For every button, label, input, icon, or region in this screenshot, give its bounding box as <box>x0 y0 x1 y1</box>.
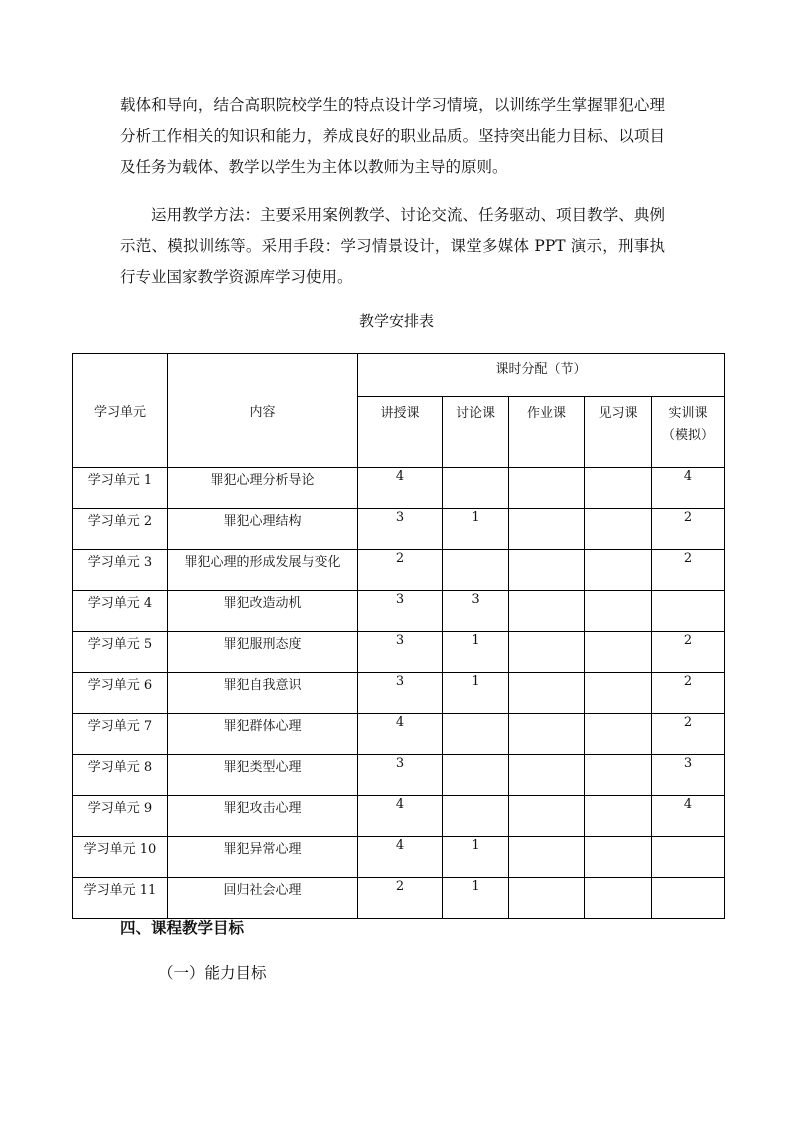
cell-content: 罪犯类型心理 <box>168 755 358 796</box>
cell-practical <box>652 837 725 878</box>
cell-observation <box>585 837 652 878</box>
subsection-title: （一）能力目标 <box>158 964 267 982</box>
cell-homework <box>509 878 585 919</box>
header-discussion: 讨论课 <box>443 397 509 468</box>
header-homework: 作业课 <box>509 397 585 468</box>
header-unit: 学习单元 <box>73 354 168 468</box>
cell-homework <box>509 591 585 632</box>
table-row <box>73 714 725 755</box>
header-practical-line1: 实训课 <box>668 406 708 421</box>
table-row <box>73 591 725 632</box>
cell-content: 罪犯心理的形成发展与变化 <box>168 550 358 591</box>
cell-unit: 学习单元 5 <box>73 632 168 673</box>
cell-homework <box>509 714 585 755</box>
cell-observation <box>585 673 652 714</box>
cell-homework <box>509 632 585 673</box>
cell-practical: 2 <box>652 673 725 714</box>
cell-observation <box>585 550 652 591</box>
cell-observation <box>585 591 652 632</box>
cell-content: 罪犯服刑态度 <box>168 632 358 673</box>
header-hours-allocation: 课时分配（节） <box>358 354 725 397</box>
section-title: 四、课程教学目标 <box>120 918 245 937</box>
cell-discussion: 1 <box>443 509 509 550</box>
cell-discussion <box>443 714 509 755</box>
cell-homework <box>509 550 585 591</box>
cell-lecture: 3 <box>358 632 443 673</box>
cell-discussion: 3 <box>443 591 509 632</box>
cell-unit: 学习单元 11 <box>73 878 168 919</box>
cell-lecture: 3 <box>358 509 443 550</box>
cell-discussion <box>443 796 509 837</box>
cell-practical: 4 <box>652 796 725 837</box>
cell-homework <box>509 468 585 509</box>
cell-discussion: 1 <box>443 632 509 673</box>
cell-content: 罪犯心理分析导论 <box>168 468 358 509</box>
cell-content: 罪犯心理结构 <box>168 509 358 550</box>
cell-lecture: 2 <box>358 550 443 591</box>
cell-unit: 学习单元 9 <box>73 796 168 837</box>
cell-unit: 学习单元 3 <box>73 550 168 591</box>
cell-homework <box>509 837 585 878</box>
cell-discussion: 1 <box>443 673 509 714</box>
table-row <box>73 632 725 673</box>
cell-discussion: 1 <box>443 878 509 919</box>
header-observation: 见习课 <box>585 397 652 468</box>
cell-lecture: 4 <box>358 714 443 755</box>
cell-unit: 学习单元 6 <box>73 673 168 714</box>
cell-lecture: 3 <box>358 755 443 796</box>
cell-content: 罪犯改造动机 <box>168 591 358 632</box>
cell-lecture: 4 <box>358 468 443 509</box>
cell-lecture: 3 <box>358 673 443 714</box>
header-content: 内容 <box>168 354 358 468</box>
intro-paragraph: 载体和导向，结合高职院校学生的特点设计学习情境，以训练学生掌握罪犯心理分析工作相关的知识和能力，养成良好的职业品质。坚持突出能力目标、以项目及任务为载体、教学以学生为主体以教师为主导的原则。 <box>120 96 665 176</box>
cell-unit: 学习单元 2 <box>73 509 168 550</box>
cell-practical <box>652 878 725 919</box>
cell-content: 罪犯自我意识 <box>168 673 358 714</box>
schedule-table <box>72 353 725 919</box>
cell-content: 罪犯群体心理 <box>168 714 358 755</box>
cell-unit: 学习单元 1 <box>73 468 168 509</box>
table-row <box>73 837 725 878</box>
table-row <box>73 755 725 796</box>
header-lecture: 讲授课 <box>358 397 443 468</box>
cell-homework <box>509 755 585 796</box>
cell-discussion <box>443 755 509 796</box>
cell-observation <box>585 755 652 796</box>
cell-lecture: 4 <box>358 837 443 878</box>
table-row <box>73 550 725 591</box>
cell-practical: 2 <box>652 632 725 673</box>
schedule-table-body <box>73 468 725 919</box>
cell-practical: 2 <box>652 550 725 591</box>
cell-lecture: 2 <box>358 878 443 919</box>
cell-content: 罪犯异常心理 <box>168 837 358 878</box>
cell-homework <box>509 673 585 714</box>
table-row <box>73 796 725 837</box>
cell-observation <box>585 468 652 509</box>
cell-observation <box>585 714 652 755</box>
header-practical-line2: （模拟） <box>662 428 715 443</box>
table-caption: 教学安排表 <box>358 312 434 330</box>
cell-unit: 学习单元 10 <box>73 837 168 878</box>
cell-lecture: 4 <box>358 796 443 837</box>
cell-homework <box>509 796 585 837</box>
table-row <box>73 509 725 550</box>
cell-practical: 2 <box>652 509 725 550</box>
cell-content: 罪犯攻击心理 <box>168 796 358 837</box>
cell-observation <box>585 632 652 673</box>
cell-observation <box>585 796 652 837</box>
cell-practical: 4 <box>652 468 725 509</box>
cell-unit: 学习单元 4 <box>73 591 168 632</box>
cell-observation <box>585 878 652 919</box>
cell-discussion <box>443 468 509 509</box>
cell-content: 回归社会心理 <box>168 878 358 919</box>
cell-lecture: 3 <box>358 591 443 632</box>
table-row <box>73 878 725 919</box>
header-practical <box>652 397 725 468</box>
cell-practical <box>652 591 725 632</box>
cell-practical: 2 <box>652 714 725 755</box>
cell-homework <box>509 509 585 550</box>
cell-discussion <box>443 550 509 591</box>
cell-unit: 学习单元 8 <box>73 755 168 796</box>
method-paragraph: 运用教学方法：主要采用案例教学、讨论交流、任务驱动、项目教学、典例示范、模拟训练等。采用手段：学习情景设计，课堂多媒体 PPT 演示，刑事执行专业国家教学资源库学习使用。 <box>120 206 665 286</box>
cell-observation <box>585 509 652 550</box>
cell-practical: 3 <box>652 755 725 796</box>
table-row <box>73 468 725 509</box>
cell-discussion: 1 <box>443 837 509 878</box>
table-row <box>73 673 725 714</box>
cell-unit: 学习单元 7 <box>73 714 168 755</box>
